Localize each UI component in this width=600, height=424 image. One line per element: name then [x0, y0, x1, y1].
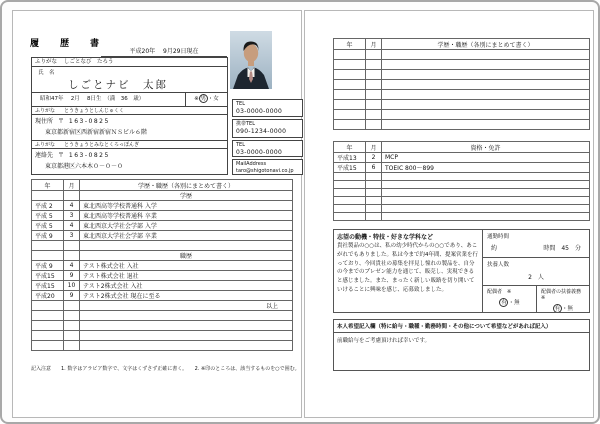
id-photo: [230, 31, 272, 89]
cell-m: [64, 331, 80, 341]
cell-y: [334, 189, 366, 197]
tel-label: TEL: [236, 101, 245, 107]
cell-m: [366, 120, 382, 130]
furigana-label: ふりがな: [35, 108, 56, 114]
table-row: [32, 331, 293, 341]
contact-main: [32, 149, 227, 171]
cell-y: [32, 331, 64, 341]
cell-m: 6: [366, 163, 382, 173]
spouse-support-value: [541, 304, 585, 313]
commute-value: 時間 45 分: [543, 245, 581, 252]
table-row: [334, 120, 590, 130]
id-photo-image: [230, 31, 272, 89]
table-header-row: [334, 142, 590, 153]
mail-box: [232, 159, 303, 175]
cell-t: [80, 311, 293, 321]
cell-t: [382, 90, 590, 100]
table-row: [334, 189, 590, 197]
cell-m: [64, 241, 80, 251]
cell-y: [334, 197, 366, 205]
cell-m: [366, 90, 382, 100]
table-row: [334, 213, 590, 221]
cell-y: [334, 50, 366, 60]
cell-t: [80, 241, 293, 251]
table-row: [32, 211, 293, 221]
mobile-tel-label: 携帯TEL: [236, 121, 255, 127]
cell-t: [382, 189, 590, 197]
spouse-support-no: 無: [567, 306, 574, 312]
table-row: [334, 100, 590, 110]
cell-m: 2: [366, 153, 382, 163]
cell-t: [382, 181, 590, 189]
cell-m: [366, 100, 382, 110]
table-row: [334, 60, 590, 70]
cell-t: [382, 100, 590, 110]
cell-y: [32, 341, 64, 351]
cell-t: [382, 80, 590, 90]
cell-t: [80, 321, 293, 331]
col-header-year: 年: [334, 142, 366, 153]
table-row: [334, 205, 590, 213]
cell-t: 職歴: [80, 251, 293, 261]
spouse-support-yes-circled: 有: [554, 306, 561, 312]
furigana-value: とうきょうとみなとくろっぽんぎ: [64, 142, 140, 148]
cell-y: [334, 213, 366, 221]
contact-address-block: [31, 140, 228, 175]
spouse-no: 無: [514, 300, 520, 306]
mobile-tel-box: [232, 119, 303, 138]
name-label: 氏 名: [38, 70, 55, 76]
col-header-detail: 学歴・職歴（各別にまとめて書く）: [80, 180, 293, 191]
contact-tel-value: 03-0000-0000: [236, 149, 283, 156]
cell-m: [366, 213, 382, 221]
cell-y: 平成20: [32, 291, 64, 301]
address-value: 東京都新宿区西新宿新宿ＮＳビル６階: [45, 129, 148, 136]
table-header-row: [334, 39, 590, 50]
tel-value: 03-0000-0000: [236, 108, 283, 115]
spouse-label: 配偶者 ※: [487, 289, 512, 295]
cell-t: [382, 50, 590, 60]
table-header-row: [32, 180, 293, 191]
cell-y: [334, 110, 366, 120]
cell-m: [366, 189, 382, 197]
table-row: [334, 181, 590, 189]
table-row: [32, 281, 293, 291]
cell-t: [382, 120, 590, 130]
cell-y: 平成15: [32, 271, 64, 281]
postal-code: 〒 163-0825: [58, 152, 110, 159]
cell-m: [64, 191, 80, 201]
table-row: [334, 70, 590, 80]
col-header-month: 月: [64, 180, 80, 191]
cell-t: 東北西高等学校普通科 卒業: [80, 211, 293, 221]
cell-m: [366, 173, 382, 181]
table-row: [32, 231, 293, 241]
cell-m: 3: [64, 231, 80, 241]
gender-cell: [185, 93, 227, 106]
cell-y: [334, 70, 366, 80]
commute-approx: 約: [491, 245, 498, 252]
cell-y: [32, 191, 64, 201]
cell-y: 平成15: [334, 163, 366, 173]
table-row: [32, 251, 293, 261]
name-block: [31, 57, 228, 107]
commute-time-cell: [482, 229, 590, 258]
contact-address-value: 東京都港区六本木０－０－０: [45, 163, 124, 170]
contact-tel-label: TEL: [236, 142, 245, 148]
furigana-value: とうきょうとしんじゅくく: [64, 108, 125, 114]
cell-y: [334, 60, 366, 70]
contact-label: 連絡先: [35, 152, 54, 159]
cell-t: 学歴: [80, 191, 293, 201]
cell-y: 平成 9: [32, 231, 64, 241]
dependents-cell: [482, 257, 590, 286]
cell-t: テスト2株式会社 現在に至る: [80, 291, 293, 301]
cell-m: [64, 301, 80, 311]
cell-y: [334, 120, 366, 130]
cell-m: 4: [64, 221, 80, 231]
cell-t: テスト株式会社 退社: [80, 271, 293, 281]
spouse-value: [487, 298, 532, 307]
cell-m: [366, 60, 382, 70]
cell-t: [382, 205, 590, 213]
cell-m: [64, 251, 80, 261]
address-label: 現住所: [35, 118, 54, 125]
cell-y: [334, 181, 366, 189]
table-row: [32, 241, 293, 251]
spouse-cell: [482, 285, 537, 313]
col-header-year: 年: [32, 180, 64, 191]
table-row: [32, 271, 293, 281]
cell-y: 平成15: [32, 281, 64, 291]
education-work-history-table-2: [333, 38, 590, 130]
cell-t: TOEIC 800～899: [382, 163, 590, 173]
cell-y: 平成 2: [32, 201, 64, 211]
cell-m: 4: [64, 201, 80, 211]
commute-label: 通勤時間: [487, 234, 510, 240]
col-header-detail: 学歴・職歴（各別にまとめて書く）: [382, 39, 590, 50]
cell-m: [366, 80, 382, 90]
table-row: [334, 173, 590, 181]
cell-y: [32, 251, 64, 261]
name-value: しごとナビ 太郎: [68, 79, 168, 91]
gender-mark: ※: [194, 96, 199, 102]
cell-t: MCP: [382, 153, 590, 163]
birth-row: [32, 93, 227, 106]
tel-box: [232, 99, 303, 117]
personal-request-box: [333, 319, 590, 371]
table-row: [32, 321, 293, 331]
table-row: [32, 191, 293, 201]
name-furigana-row: [32, 58, 227, 67]
cell-y: [32, 301, 64, 311]
furigana-value: しごとなび たろう: [64, 59, 114, 65]
gender-separator: ・: [207, 96, 214, 102]
cell-t: [382, 197, 590, 205]
mobile-tel-value: 090-1234-0000: [236, 128, 287, 135]
table-row: [334, 110, 590, 120]
cell-m: 10: [64, 281, 80, 291]
cell-y: [334, 100, 366, 110]
cell-m: [366, 110, 382, 120]
cell-y: 平成 5: [32, 211, 64, 221]
cell-t: 東北西京大学社会学部 卒業: [80, 231, 293, 241]
spouse-separator: ・: [508, 300, 514, 306]
cell-y: 平成13: [334, 153, 366, 163]
name-row: [32, 67, 227, 93]
cell-m: [64, 341, 80, 351]
cell-t: 東北西京大学社会学部 入学: [80, 221, 293, 231]
personal-request-body: 前職給与をご考慮頂ければ幸いです。: [337, 338, 431, 344]
cell-m: [64, 311, 80, 321]
cell-y: [334, 205, 366, 213]
current-address-block: [31, 106, 228, 141]
motivation-title: 志望の動機・特技・好きな学科など: [337, 234, 434, 241]
cell-t: [382, 60, 590, 70]
qualifications-table: [333, 141, 590, 221]
cell-t: テスト株式会社 入社: [80, 261, 293, 271]
col-header-month: 月: [366, 142, 382, 153]
dependents-value: 2 人: [528, 274, 544, 281]
spouse-support-separator: ・: [561, 306, 568, 312]
cell-t: [80, 331, 293, 341]
fill-in-note: 記入注意 1. 数字はアラビア数字で、文字はくずさず正確に書く。 2. ※印のところは、該当するものを○で囲む。: [31, 366, 300, 372]
cell-m: 9: [64, 291, 80, 301]
cell-m: [366, 197, 382, 205]
cell-t: テスト2株式会社 入社: [80, 281, 293, 291]
cell-m: [366, 70, 382, 80]
col-header-year: 年: [334, 39, 366, 50]
gender-male-circled: 男: [200, 96, 207, 102]
col-header-month: 月: [366, 39, 382, 50]
cell-y: 平成 5: [32, 221, 64, 231]
mail-label: MailAddress: [236, 161, 267, 167]
table-row: [32, 261, 293, 271]
table-row: [334, 80, 590, 90]
cell-y: [32, 241, 64, 251]
furigana-label: ふりがな: [35, 142, 56, 148]
motivation-body: 貴社製品の○○は、私の幼少時代からの○○であり、あこがれでもありました。私は今まで約4年間、提案営業を行っており、今回貴社の募集を拝見し憧れの製品を、自分の今までのプレゼン能力を通じて、販売し、実現できると感じました。また、まったく新しい販路を切り開いていけることに興味を感じ、応募致しました。: [337, 243, 479, 293]
gender-female: 女: [213, 96, 219, 102]
birth-value: 昭和47年 2月 8日生 （満 36 歳）: [40, 96, 145, 102]
document-title: 履 歴 書: [30, 39, 106, 49]
table-row: [32, 291, 293, 301]
date-line: 平成20年 9月29日現在: [101, 46, 227, 57]
cell-t: 東北西高等学校普通科 入学: [80, 201, 293, 211]
table-row: [32, 301, 293, 311]
table-row: [334, 197, 590, 205]
cell-t: [382, 173, 590, 181]
cell-t: [80, 341, 293, 351]
table-row: [32, 341, 293, 351]
cell-m: 3: [64, 211, 80, 221]
cell-y: [32, 321, 64, 331]
cell-t: [382, 213, 590, 221]
table-row: [334, 153, 590, 163]
motivation-box: [333, 229, 483, 313]
address-main: [32, 115, 227, 137]
furigana-label: ふりがな: [35, 59, 58, 65]
cell-m: 4: [64, 261, 80, 271]
cell-t: [382, 110, 590, 120]
cell-t: [382, 70, 590, 80]
mail-value: taro@shigotonavi.co.jp: [236, 168, 294, 174]
spouse-yes-circled: 有: [501, 300, 507, 306]
table-row: [334, 50, 590, 60]
spouse-support-cell: [536, 285, 590, 313]
table-row: [32, 221, 293, 231]
table-row: [334, 90, 590, 100]
dependents-label: 扶養人数: [487, 262, 510, 268]
cell-m: [64, 321, 80, 331]
table-row: [334, 163, 590, 173]
address-furigana-row: [32, 107, 227, 115]
table-row: [32, 201, 293, 211]
cell-m: [366, 50, 382, 60]
cell-y: [334, 80, 366, 90]
cell-m: [366, 205, 382, 213]
cell-y: [334, 173, 366, 181]
cell-y: 平成 9: [32, 261, 64, 271]
cell-m: [366, 181, 382, 189]
personal-request-title: 本人希望記入欄（特に給与・職種・勤務時間・その他について希望などがあれば記入）: [334, 320, 589, 333]
resume-page-2: [304, 10, 594, 418]
contact-tel-box: [232, 140, 303, 157]
contact-furigana-row: [32, 141, 227, 149]
cell-y: [334, 90, 366, 100]
resume-page-1: [12, 10, 302, 418]
spouse-support-label: 配偶者の扶養義務 ※: [541, 289, 587, 301]
cell-m: 9: [64, 271, 80, 281]
postal-code: 〒 163-0825: [58, 118, 110, 125]
col-header-license: 資格・免許: [382, 142, 590, 153]
cell-t: 以上: [80, 301, 293, 311]
table-row: [32, 311, 293, 321]
education-work-history-table: [31, 179, 293, 351]
cell-y: [32, 311, 64, 321]
